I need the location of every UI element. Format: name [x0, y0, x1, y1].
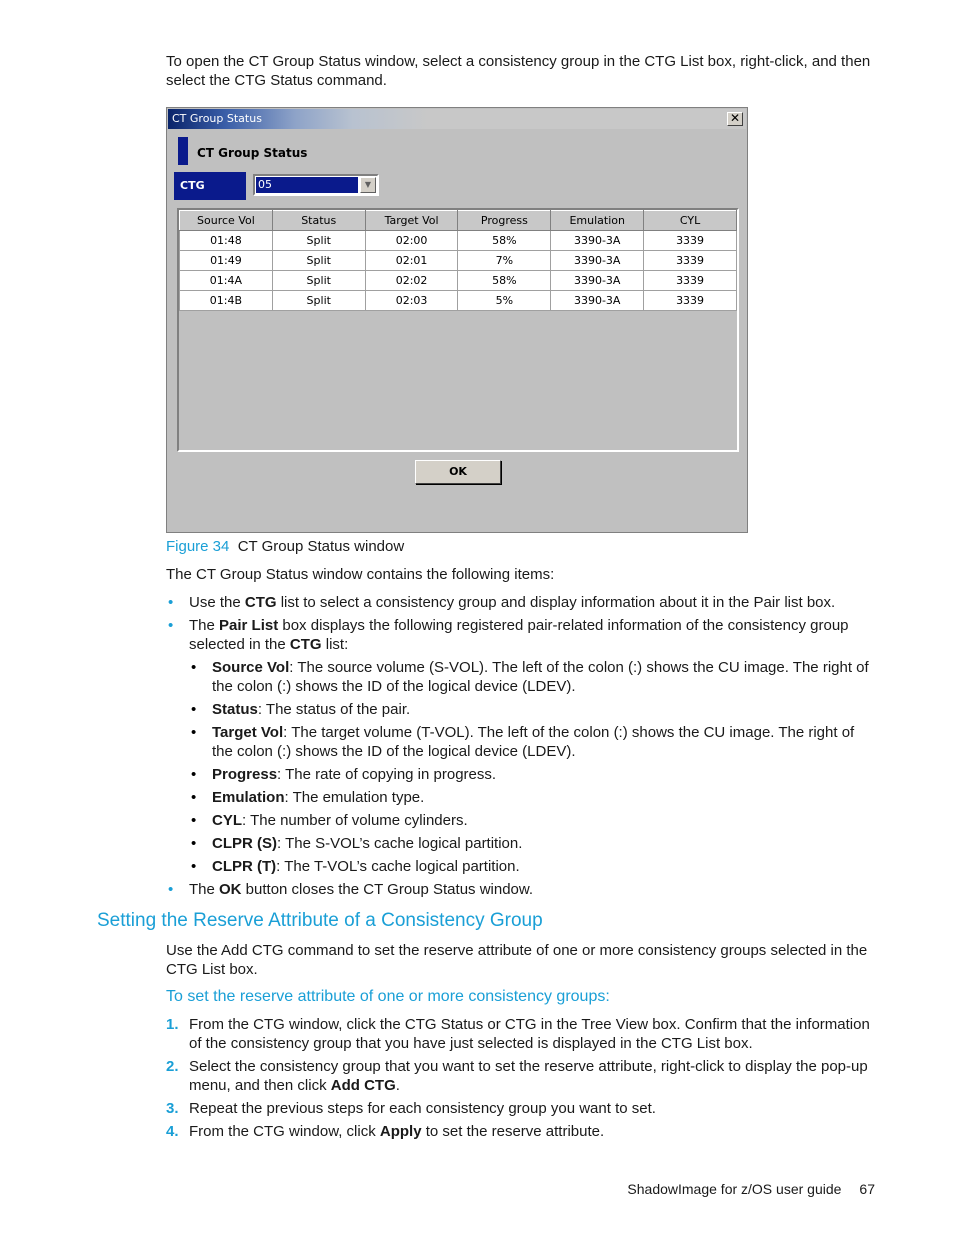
window-header: CT Group Status [197, 146, 308, 160]
ctg-select[interactable] [253, 174, 379, 196]
cell: 01:4A [180, 271, 273, 291]
pair-table [179, 210, 737, 311]
list-item: • CLPR (S): The S-VOL’s cache logical partition. [189, 834, 874, 853]
cell: Split [272, 251, 365, 271]
footer-title: ShadowImage for z/OS user guide [627, 1181, 842, 1197]
window-title: CT Group Status [172, 112, 262, 125]
table-row[interactable] [180, 291, 737, 311]
section-heading: Setting the Reserve Attribute of a Consistency Group [97, 910, 543, 931]
cell: 01:49 [180, 251, 273, 271]
cell: 02:01 [365, 251, 458, 271]
cell: 02:00 [365, 231, 458, 251]
column-progress[interactable]: Progress [458, 211, 551, 231]
cell: 3390-3A [551, 271, 644, 291]
pair-table-header [180, 211, 737, 231]
list-item: • Target Vol: The target volume (T-VOL). The left of the colon (:) shows the CU image. The right of the colon (:) shows the ID of the logical device (LDEV). [189, 723, 874, 761]
cell: 3339 [644, 271, 737, 291]
column-cyl[interactable]: CYL [644, 211, 737, 231]
cell: 3390-3A [551, 291, 644, 311]
cell: 01:48 [180, 231, 273, 251]
cell: 3390-3A [551, 231, 644, 251]
list-item: • Status: The status of the pair. [189, 700, 874, 719]
cell: Split [272, 231, 365, 251]
column-target-vol[interactable]: Target Vol [365, 211, 458, 231]
ctg-label: CTG [174, 172, 246, 200]
list-item: • Progress: The rate of copying in progress. [189, 765, 874, 784]
cell: 5% [458, 291, 551, 311]
list-item: • The OK button closes the CT Group Status window. [166, 880, 874, 899]
list-item: • CYL: The number of volume cylinders. [189, 811, 874, 830]
ctg-selected-value: 05 [256, 177, 358, 193]
column-emulation[interactable]: Emulation [551, 211, 644, 231]
procedure-steps [166, 1015, 874, 1145]
cell: 7% [458, 251, 551, 271]
cell: 3339 [644, 251, 737, 271]
list-item: • CLPR (T): The T-VOL’s cache logical partition. [189, 857, 874, 876]
page-footer [609, 1180, 875, 1199]
window-titlebar [168, 109, 746, 129]
list-item: • Emulation: The emulation type. [189, 788, 874, 807]
close-button[interactable] [727, 112, 743, 126]
lead-paragraph: The CT Group Status window contains the following items: [166, 566, 555, 583]
list-item: • The Pair List box displays the following registered pair-related information of the consistency group selected in the CTG list: • Source Vol: The source volume (S-VOL). The left of the colon (:) shows the CU image. The right of the colon (:) shows the ID of the logical device (LDEV). • Status: The status of the pair. • Target Vol: The target volume (T-VOL). The left of the colon (:) shows the CU image. The right of the colon (:) shows the ID of the logical device (LDEV). • Progress: The rate of copying in progress. • Emulation: The emulation type. • CYL: The number of volume cylinders. • CLPR (S): The S-VOL’s cache logical partition. • CLPR (T): The T-VOL’s cache logical partition. [166, 616, 874, 876]
column-source-vol[interactable]: Source Vol [180, 211, 273, 231]
table-row[interactable] [180, 231, 737, 251]
figure-caption [166, 537, 404, 556]
cell: 02:02 [365, 271, 458, 291]
list-item: 4. From the CTG window, click Apply to set the reserve attribute. [166, 1123, 605, 1140]
table-row[interactable] [180, 271, 737, 291]
cell: Split [272, 291, 365, 311]
figure-label: Figure 34 [166, 538, 230, 555]
list-item: • Use the CTG list to select a consistency group and display information about it in the Pair list box. [166, 593, 874, 612]
list-item: 3. Repeat the previous steps for each consistency group you want to set. [166, 1100, 656, 1117]
pair-info-list [189, 658, 874, 876]
close-icon: ✕ [729, 111, 741, 125]
cell: 3390-3A [551, 251, 644, 271]
figure-caption-text: CT Group Status window [237, 538, 405, 555]
chevron-down-icon[interactable]: ▼ [360, 177, 376, 193]
cell: 58% [458, 231, 551, 251]
section-intro: Use the Add CTG command to set the reserve attribute of one or more consistency groups selected in the CTG List box. [166, 942, 868, 978]
ct-group-status-window [166, 107, 748, 533]
page-number: 67 [859, 1181, 875, 1197]
items-list [166, 593, 874, 903]
cell: 01:4B [180, 291, 273, 311]
list-item: 2. Select the consistency group that you want to set the reserve attribute, right-click to display the pop-up menu, and then click Add CTG. [166, 1058, 868, 1094]
cell: 3339 [644, 231, 737, 251]
cell: 02:03 [365, 291, 458, 311]
table-row[interactable] [180, 251, 737, 271]
intro-paragraph: To open the CT Group Status window, select a consistency group in the CTG List box, right-click, and then select the CTG Status command. [166, 53, 871, 89]
list-item: 1. From the CTG window, click the CTG Status or CTG in the Tree View box. Confirm that the information of the consistency group that you have just selected is displayed in the CTG List box. [166, 1016, 870, 1052]
cell: Split [272, 271, 365, 291]
pair-list[interactable] [177, 208, 739, 452]
cell: 3339 [644, 291, 737, 311]
header-marker [178, 137, 188, 165]
cell: 58% [458, 271, 551, 291]
list-item: • Source Vol: The source volume (S-VOL). The left of the colon (:) shows the CU image. The right of the colon (:) shows the ID of the logical device (LDEV). [189, 658, 874, 696]
column-status[interactable]: Status [272, 211, 365, 231]
ok-button[interactable]: OK [415, 460, 501, 484]
procedure-heading: To set the reserve attribute of one or more consistency groups: [166, 988, 610, 1005]
